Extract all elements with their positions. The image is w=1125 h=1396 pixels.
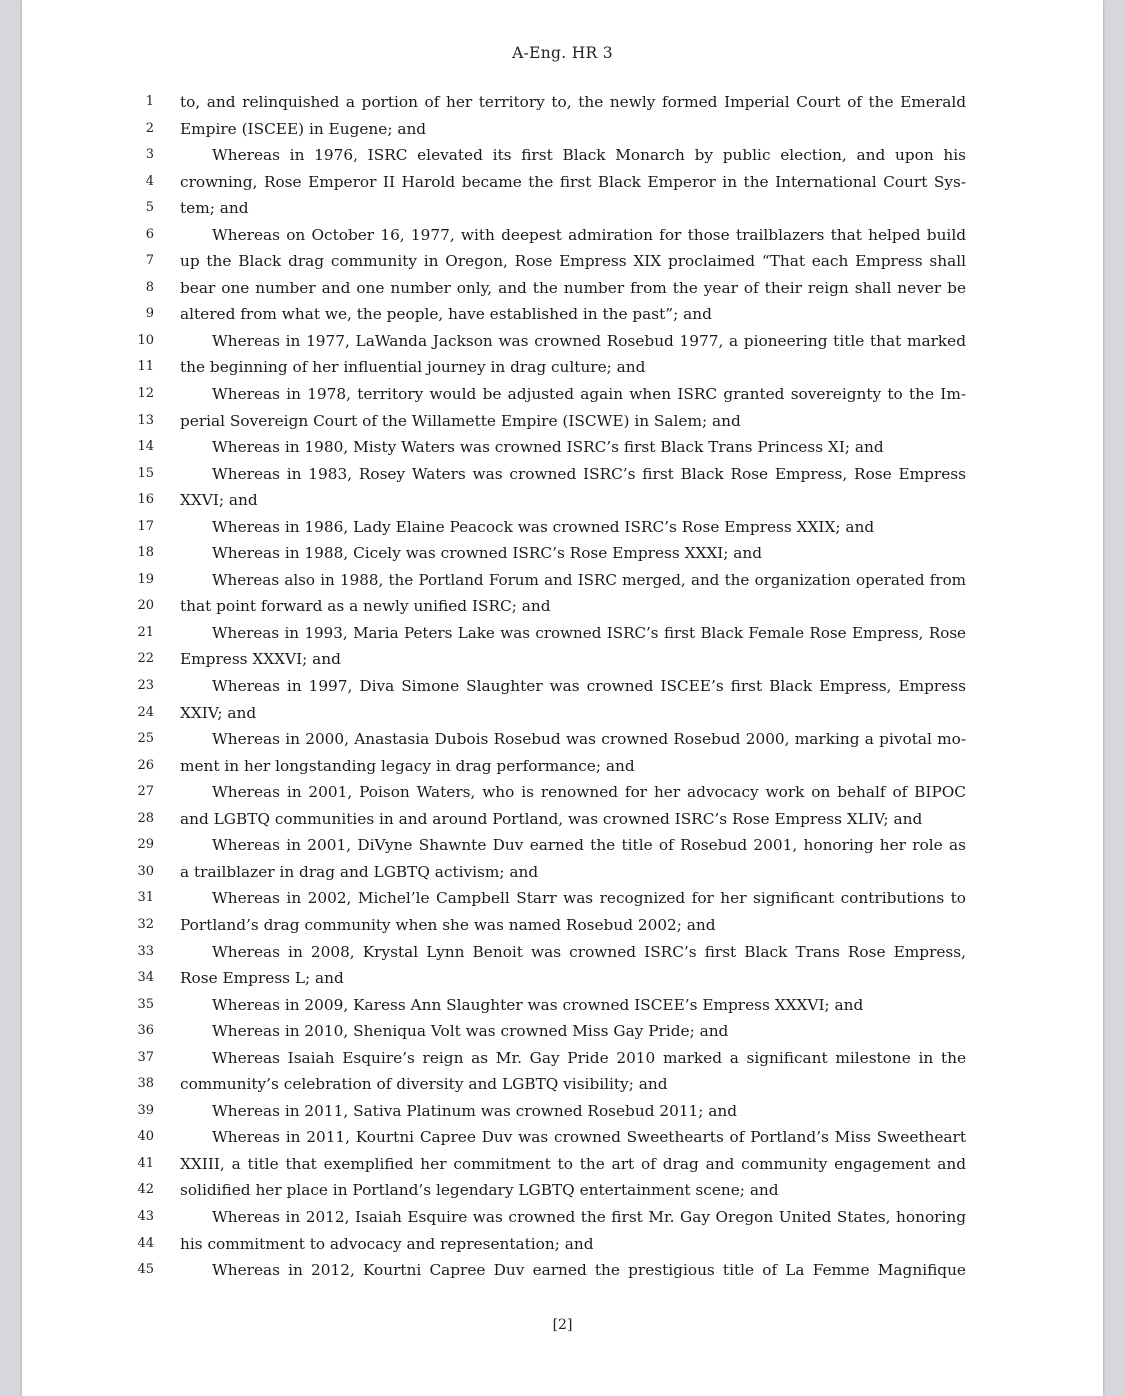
line-text: Empire (ISCEE) in Eugene; and — [180, 119, 427, 138]
text-line — [22, 1257, 1103, 1284]
text-line — [22, 673, 1103, 700]
text-line — [22, 885, 1103, 912]
line-number: 20 — [137, 598, 154, 614]
line-text: XXIII, a title that exemplified her commitment to the art of drag and community engagement and — [180, 1154, 966, 1173]
line-number: 36 — [137, 1023, 154, 1039]
line-text: Whereas in 1988, Cicely was crowned ISRC’s Rose Empress XXXI; and — [212, 544, 763, 563]
line-number: 15 — [137, 465, 154, 481]
line-text: the beginning of her influential journey in drag culture; and — [180, 358, 646, 377]
text-line — [22, 912, 1103, 939]
line-text: tem; and — [180, 199, 249, 218]
line-text: crowning, Rose Emperor II Harold became the first Black Emperor in the International Court Sys- — [180, 172, 966, 191]
text-line — [22, 620, 1103, 647]
text-line — [22, 301, 1103, 328]
line-text: Whereas in 2000, Anastasia Dubois Rosebud was crowned Rosebud 2000, marking a pivotal mo- — [212, 730, 966, 749]
text-line — [22, 965, 1103, 992]
line-text: Empress XXXVI; and — [180, 650, 341, 669]
text-line — [22, 461, 1103, 488]
line-text: Whereas in 1978, territory would be adjusted again when ISRC granted sovereignty to the Im- — [212, 385, 966, 404]
text-line — [22, 1045, 1103, 1072]
line-number: 42 — [137, 1182, 154, 1198]
line-number: 37 — [137, 1049, 154, 1065]
text-line — [22, 1231, 1103, 1258]
line-text: Whereas in 2009, Karess Ann Slaughter was crowned ISCEE’s Empress XXXVI; and — [212, 995, 864, 1014]
line-number: 45 — [137, 1262, 154, 1278]
text-line — [22, 567, 1103, 594]
line-number: 27 — [137, 784, 154, 800]
text-line — [22, 381, 1103, 408]
line-number: 21 — [137, 624, 154, 640]
text-line — [22, 434, 1103, 461]
text-line — [22, 514, 1103, 541]
line-text: Whereas in 1997, Diva Simone Slaughter was crowned ISCEE’s first Black Empress, Empress — [212, 677, 966, 696]
line-number: 8 — [145, 279, 154, 295]
text-line — [22, 939, 1103, 966]
line-number: 10 — [137, 332, 154, 348]
line-text: his commitment to advocacy and representation; and — [180, 1234, 594, 1253]
line-text: to, and relinquished a portion of her territory to, the newly formed Imperial Court of the Emerald — [180, 93, 966, 111]
line-text: Whereas in 2011, Kourtni Capree Duv was crowned Sweethearts of Portland’s Miss Sweetheart — [212, 1128, 966, 1147]
line-number: 6 — [145, 226, 154, 242]
document-page — [22, 0, 1103, 1396]
text-line — [22, 354, 1103, 381]
line-number: 19 — [137, 571, 154, 587]
text-line — [22, 89, 1103, 116]
text-line — [22, 593, 1103, 620]
text-line — [22, 1177, 1103, 1204]
line-text: XXVI; and — [180, 491, 258, 510]
line-number: 2 — [145, 120, 154, 136]
text-line — [22, 540, 1103, 567]
line-number: 32 — [137, 916, 154, 932]
line-number: 40 — [137, 1129, 154, 1145]
line-number: 33 — [137, 943, 154, 959]
line-text: Whereas on October 16, 1977, with deepest admiration for those trailblazers that helped build — [212, 225, 966, 244]
text-line — [22, 169, 1103, 196]
text-line — [22, 275, 1103, 302]
text-line — [22, 487, 1103, 514]
line-text: Whereas in 2012, Kourtni Capree Duv earned the prestigious title of La Femme Magnifique — [212, 1261, 966, 1280]
line-text: Whereas in 2002, Michel’le Campbell Starr was recognized for her significant contributions to — [212, 889, 966, 908]
line-number: 18 — [137, 545, 154, 561]
page-header: A-Eng. HR 3 — [512, 44, 613, 62]
line-number: 13 — [137, 412, 154, 428]
text-line — [22, 832, 1103, 859]
text-line — [22, 726, 1103, 753]
text-line — [22, 328, 1103, 355]
line-number: 14 — [137, 439, 154, 455]
line-text: Whereas also in 1988, the Portland Forum and ISRC merged, and the organization operated from — [212, 570, 966, 589]
line-number: 3 — [145, 147, 154, 163]
line-number: 4 — [145, 173, 154, 189]
text-line — [22, 408, 1103, 435]
line-number: 1 — [145, 94, 154, 109]
line-number: 17 — [137, 518, 154, 534]
line-number: 9 — [145, 306, 154, 322]
text-line — [22, 1151, 1103, 1178]
line-number: 28 — [137, 810, 154, 826]
text-line — [22, 248, 1103, 275]
line-text: XXIV; and — [180, 703, 257, 722]
text-line — [22, 859, 1103, 886]
line-number: 43 — [137, 1208, 154, 1224]
line-text: Portland’s drag community when she was named Rosebud 2002; and — [180, 915, 716, 934]
text-line — [22, 1204, 1103, 1231]
line-number: 26 — [137, 757, 154, 773]
line-text: up the Black drag community in Oregon, Rose Empress XIX proclaimed “That each Empress shall — [180, 252, 966, 271]
text-line — [22, 779, 1103, 806]
line-number: 39 — [137, 1102, 154, 1118]
line-text: Rose Empress L; and — [180, 969, 344, 988]
document-body — [22, 89, 1103, 1284]
text-line — [22, 195, 1103, 222]
line-text: a trailblazer in drag and LGBTQ activism; and — [180, 862, 539, 881]
line-number: 35 — [137, 996, 154, 1012]
line-text: Whereas in 2001, DiVyne Shawnte Duv earned the title of Rosebud 2001, honoring her role as — [212, 836, 966, 855]
text-line — [22, 753, 1103, 780]
line-text: that point forward as a newly unified ISRC; and — [180, 597, 551, 616]
line-text: altered from what we, the people, have established in the past”; and — [180, 305, 712, 324]
line-text: community’s celebration of diversity and LGBTQ visibility; and — [180, 1075, 668, 1094]
line-text: Whereas in 1983, Rosey Waters was crowned ISRC’s first Black Rose Empress, Rose Empress — [212, 464, 966, 483]
line-text: Whereas in 1977, LaWanda Jackson was crowned Rosebud 1977, a pioneering title that marked — [212, 331, 966, 350]
line-number: 30 — [137, 863, 154, 879]
line-text: Whereas in 2008, Krystal Lynn Benoit was crowned ISRC’s first Black Trans Rose Empress, — [212, 942, 966, 961]
line-number: 29 — [137, 837, 154, 853]
text-line — [22, 142, 1103, 169]
text-line — [22, 222, 1103, 249]
text-line — [22, 1124, 1103, 1151]
line-text: and LGBTQ communities in and around Portland, was crowned ISRC’s Rose Empress XLIV; and — [180, 809, 923, 828]
line-text: ment in her longstanding legacy in drag performance; and — [180, 756, 635, 775]
line-number: 41 — [137, 1155, 154, 1171]
line-text: Whereas in 2001, Poison Waters, who is renowned for her advocacy work on behalf of BIPOC — [212, 783, 966, 802]
line-text: Whereas in 1993, Maria Peters Lake was crowned ISRC’s first Black Female Rose Empress, Rose — [212, 623, 966, 642]
line-number: 23 — [137, 678, 154, 694]
line-text: Whereas in 2011, Sativa Platinum was crowned Rosebud 2011; and — [212, 1101, 738, 1120]
line-number: 24 — [137, 704, 154, 720]
text-line — [22, 646, 1103, 673]
text-line — [22, 992, 1103, 1019]
line-number: 22 — [137, 651, 154, 667]
line-number: 34 — [137, 970, 154, 986]
line-text: Whereas in 2012, Isaiah Esquire was crowned the first Mr. Gay Oregon United States, honoring — [212, 1207, 966, 1226]
line-number: 7 — [145, 253, 154, 269]
line-text: Whereas in 1980, Misty Waters was crowned ISRC’s first Black Trans Princess XI; and — [212, 438, 884, 457]
line-text: Whereas Isaiah Esquire’s reign as Mr. Gay Pride 2010 marked a significant milestone in the — [212, 1048, 966, 1067]
line-number: 25 — [137, 731, 154, 747]
line-text: solidified her place in Portland’s legendary LGBTQ entertainment scene; and — [180, 1181, 779, 1200]
line-number: 5 — [145, 200, 154, 216]
text-line — [22, 1018, 1103, 1045]
text-line — [22, 806, 1103, 833]
line-number: 11 — [137, 359, 154, 375]
page-number: [2] — [552, 1317, 573, 1333]
line-number: 31 — [137, 890, 154, 906]
line-number: 44 — [137, 1235, 154, 1251]
line-text: perial Sovereign Court of the Willamette Empire (ISCWE) in Salem; and — [180, 411, 741, 430]
line-text: Whereas in 1986, Lady Elaine Peacock was crowned ISRC’s Rose Empress XXIX; and — [212, 517, 875, 536]
line-text: Whereas in 2010, Sheniqua Volt was crowned Miss Gay Pride; and — [212, 1022, 729, 1041]
text-line — [22, 1098, 1103, 1125]
line-text: Whereas in 1976, ISRC elevated its first Black Monarch by public election, and upon his — [212, 146, 966, 165]
text-line — [22, 116, 1103, 143]
line-number: 38 — [137, 1076, 154, 1092]
text-line — [22, 700, 1103, 727]
line-text: bear one number and one number only, and the number from the year of their reign shall never be — [180, 278, 966, 297]
line-number: 16 — [137, 492, 154, 508]
line-number: 12 — [137, 386, 154, 402]
text-line — [22, 1071, 1103, 1098]
